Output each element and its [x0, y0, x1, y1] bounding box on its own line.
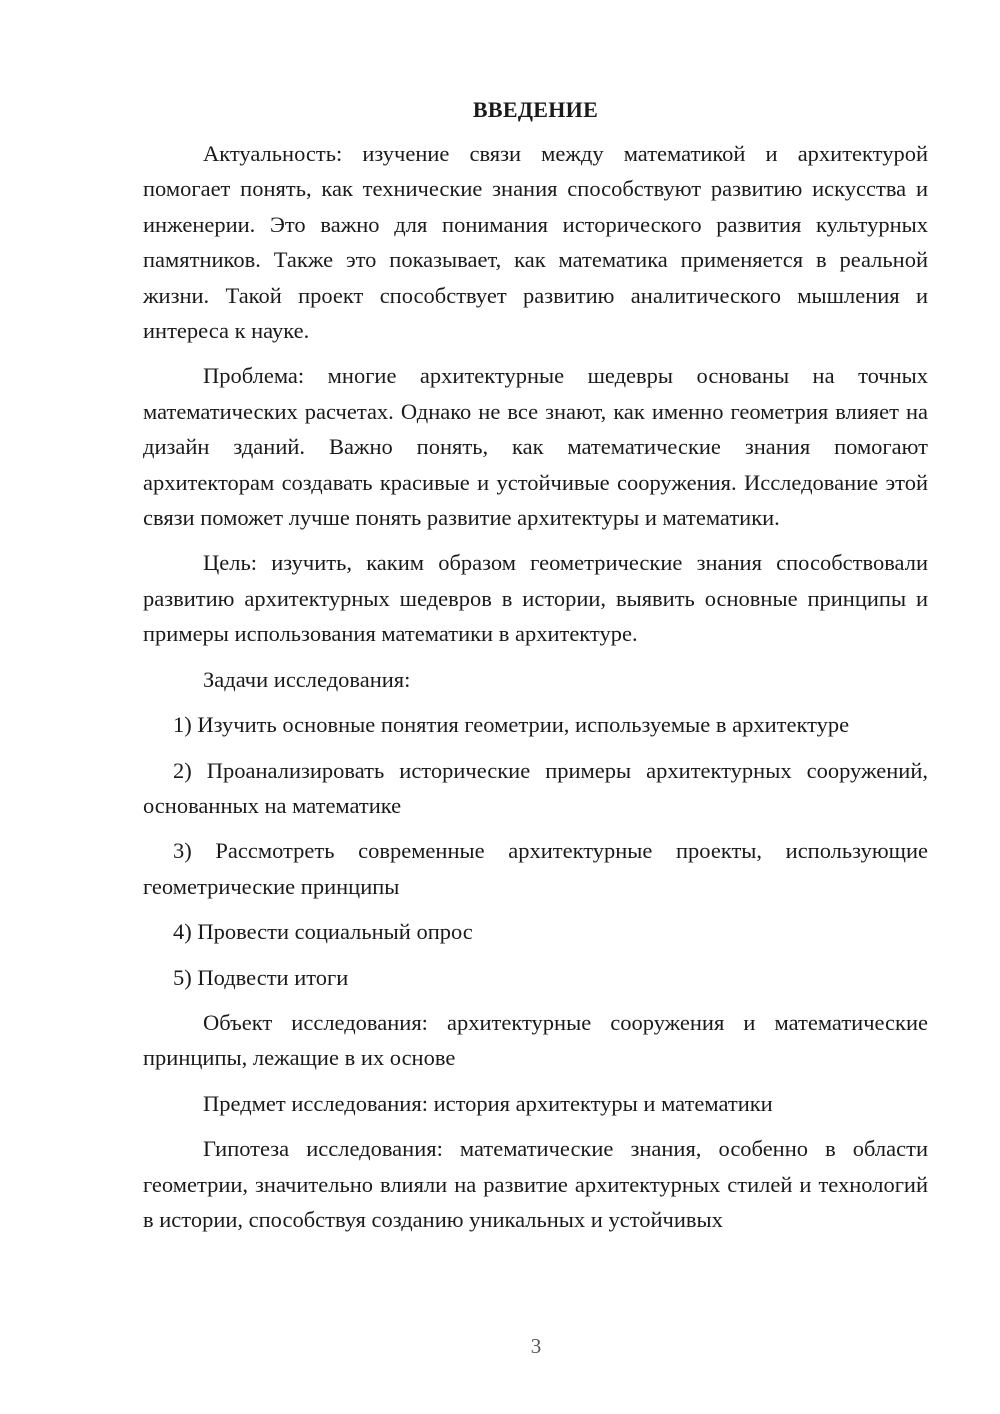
paragraph-hypothesis: Гипотеза исследования: математические знания, особенно в области геометрии, значительно влияли на развитие архитектурных стилей и технологий в истории, способствуя созданию уникальных и устойчивых	[143, 1136, 928, 1232]
task-item-3: 3) Рассмотреть современные архитектурные проекты, использующие геометрические принципы	[143, 838, 928, 899]
tasks-heading: Задачи исследования:	[203, 666, 411, 692]
page-title: ВВЕДЕНИЕ	[472, 97, 599, 122]
paragraph-goal: Цель: изучить, каким образом геометрические знания способствовали развитию архитектурных шедевров в истории, выявить основные принципы и примеры использования математики в архитектуре.	[143, 550, 928, 647]
page-content	[143, 92, 928, 1237]
task-item-2: 2) Проанализировать исторические примеры архитектурных сооружений, основанных на математике	[143, 757, 928, 818]
page-number: 3	[530, 1334, 542, 1358]
paragraph-subject: Предмет исследования: история архитектуры и математики	[203, 1090, 773, 1116]
task-item-5: 5) Подвести итоги	[173, 964, 349, 990]
task-item-4: 4) Провести социальный опрос	[173, 919, 473, 945]
paragraph-problem: Проблема: многие архитектурные шедевры основаны на точных математических расчетах. Однако не все знают, как именно геометрия влияет на дизайн зданий. Важно понять, как математические знания помогают архитекторам создавать красивые и устойчивые сооружения. Исследование этой связи поможет лучше понять развитие архитектуры и математики.	[143, 363, 928, 531]
task-item-1: 1) Изучить основные понятия геометрии, используемые в архитектуре	[173, 712, 850, 738]
paragraph-object: Объект исследования: архитектурные сооружения и математические принципы, лежащие в их основе	[143, 1009, 928, 1071]
paragraph-relevance: Актуальность: изучение связи между математикой и архитектурой помогает понять, как технические знания способствуют развитию искусства и инженерии. Это важно для понимания исторического развития культурных памятников. Также это показывает, как математика применяется в реальной жизни. Такой проект способствует развитию аналитического мышления и интереса к науке.	[143, 141, 928, 344]
